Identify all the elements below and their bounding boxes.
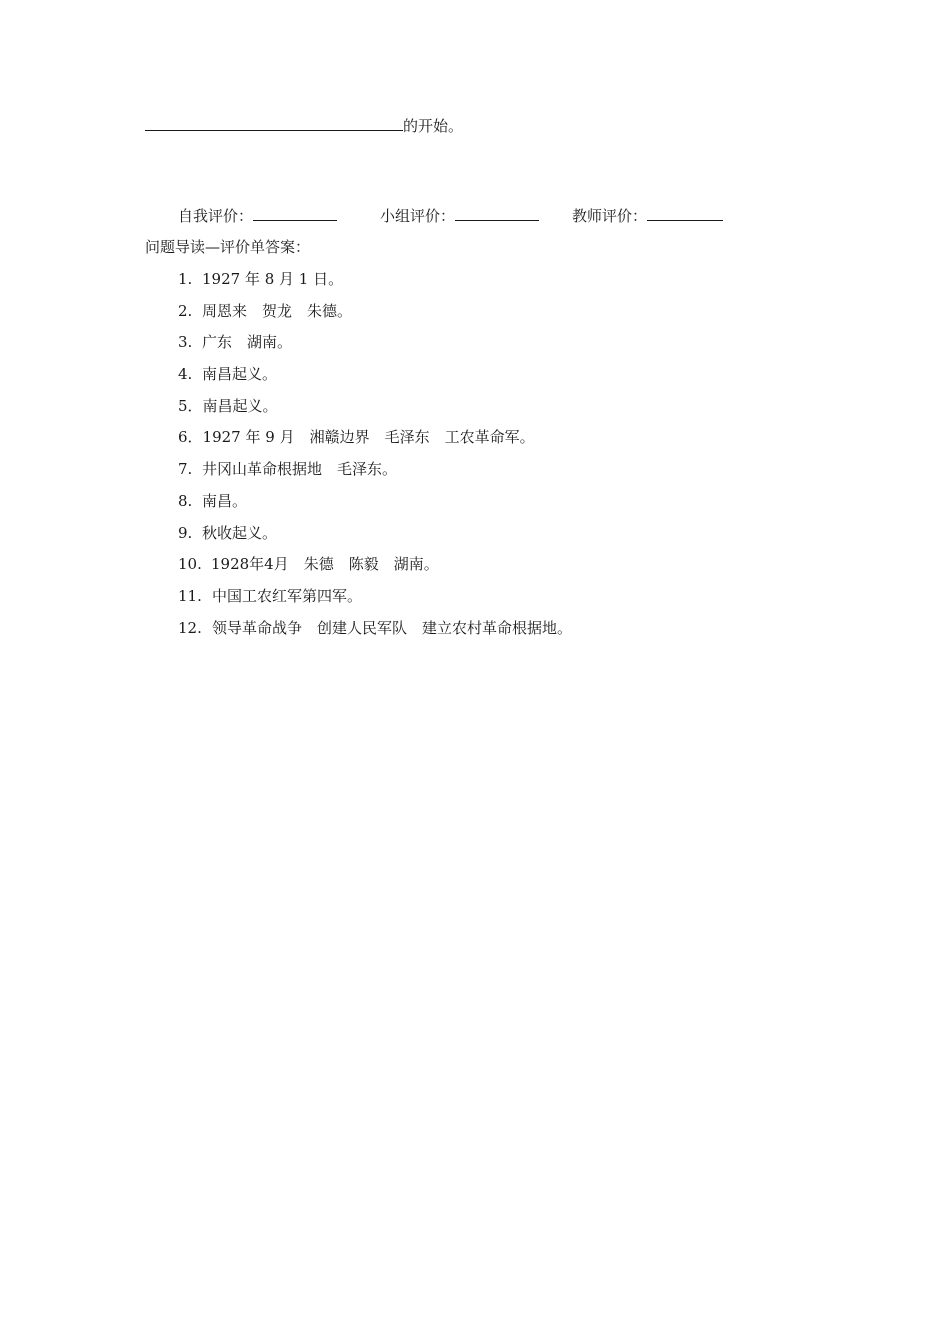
self-evaluation-label: 自我评价： bbox=[178, 207, 254, 225]
item-text: 1928年4月 朱德 陈毅 湖南。 bbox=[211, 555, 439, 573]
list-item bbox=[178, 523, 277, 543]
item-number: 7. bbox=[178, 460, 193, 478]
list-item bbox=[178, 332, 292, 352]
list-item bbox=[178, 554, 439, 574]
list-item bbox=[178, 364, 277, 384]
item-text: 秋收起义。 bbox=[202, 524, 278, 542]
list-item bbox=[178, 459, 397, 479]
item-text: 周恩来 贺龙 朱德。 bbox=[202, 302, 353, 320]
item-text: 领导革命战争 创建人民军队 建立农村革命根据地。 bbox=[212, 619, 573, 637]
item-number: 9. bbox=[178, 524, 193, 542]
item-number: 2. bbox=[178, 302, 193, 320]
item-text: 1927 年 8 月 1 日。 bbox=[202, 270, 344, 288]
top-fill-line bbox=[145, 116, 463, 136]
item-number: 4. bbox=[178, 365, 193, 383]
list-item bbox=[178, 269, 343, 289]
top-blank[interactable] bbox=[145, 116, 403, 131]
item-number: 3. bbox=[178, 333, 193, 351]
item-number: 5． bbox=[178, 397, 203, 415]
item-number: 11. bbox=[178, 587, 202, 605]
teacher-evaluation-blank[interactable] bbox=[647, 206, 723, 221]
item-text: 井冈山革命根据地 毛泽东。 bbox=[202, 460, 398, 478]
item-number: 12. bbox=[178, 619, 202, 637]
answers-heading: 问题导读—评价单答案： bbox=[145, 238, 311, 256]
item-number: 1. bbox=[178, 270, 193, 288]
top-line-suffix: 的开始。 bbox=[403, 117, 464, 135]
item-text: 广东 湖南。 bbox=[202, 333, 293, 351]
list-item bbox=[178, 586, 362, 606]
group-evaluation-blank[interactable] bbox=[455, 206, 539, 221]
list-item bbox=[178, 427, 535, 447]
item-number: 8. bbox=[178, 492, 193, 510]
item-text: 南昌起义。 bbox=[202, 365, 278, 383]
item-text: 南昌起义。 bbox=[202, 397, 278, 415]
item-text: 中国工农红军第四军。 bbox=[212, 587, 363, 605]
teacher-evaluation-label: 教师评价： bbox=[572, 207, 648, 225]
item-number: 6． bbox=[178, 428, 203, 446]
list-item bbox=[178, 491, 247, 511]
teacher-evaluation bbox=[572, 206, 723, 226]
group-evaluation bbox=[380, 206, 539, 226]
group-evaluation-label: 小组评价： bbox=[380, 207, 456, 225]
item-text: 1927 年 9 月 湘赣边界 毛泽东 工农革命军。 bbox=[202, 428, 535, 446]
list-item bbox=[178, 301, 352, 321]
self-evaluation-blank[interactable] bbox=[253, 206, 337, 221]
evaluation-row bbox=[178, 206, 337, 226]
list-item bbox=[178, 396, 278, 416]
list-item bbox=[178, 618, 572, 638]
item-number: 10. bbox=[178, 555, 202, 573]
item-text: 南昌。 bbox=[202, 492, 248, 510]
